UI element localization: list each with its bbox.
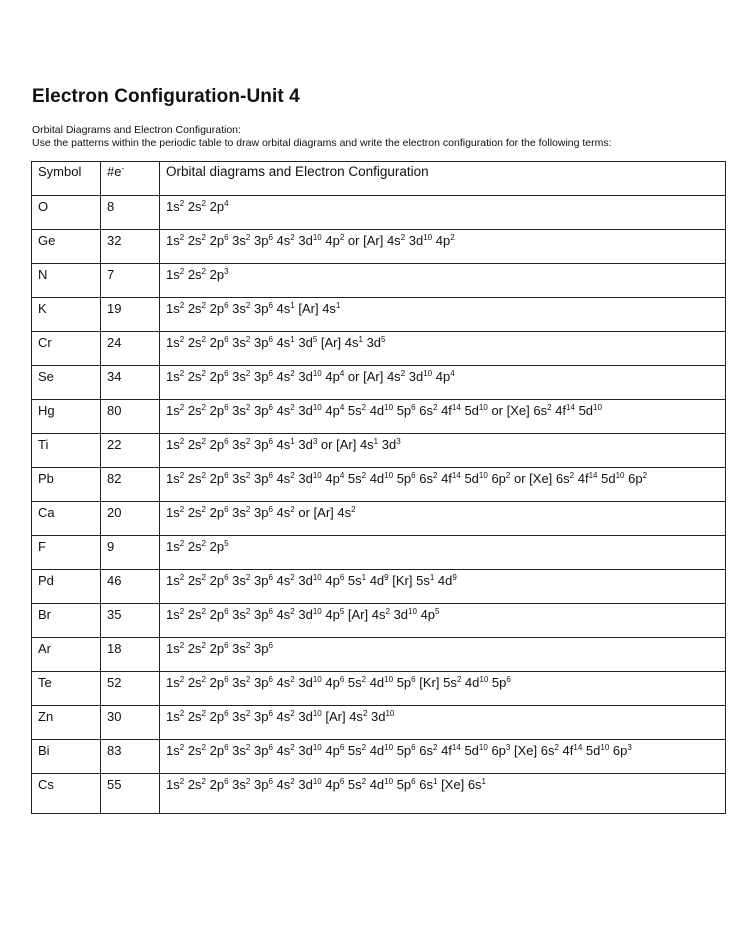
electron-count: 46 [101,570,160,604]
header-symbol: Symbol [32,162,101,196]
electron-configuration: $1s^2$ $2s^2$ $2p^6$ $3s^2$ $3p^6$ $4s^2$ $3d^{10}$ $4p^6$ $5s^2$ $4d^{10}$ $5p^6$ [Kr] $5s^2$ $4d^{10}$ $5p^6$ [160,672,726,706]
table-row [32,400,726,434]
header-electrons-sup: - [121,164,125,173]
element-symbol: Pb [32,468,101,502]
element-symbol: Ti [32,434,101,468]
table-header-row [32,162,726,196]
electron-count: 22 [101,434,160,468]
electron-count: 19 [101,298,160,332]
electron-configuration: $1s^2$ $2s^2$ $2p^6$ $3s^2$ $3p^6$ $4s^2$ $3d^{10}$ $4p^4$ $5s^2$ $4d^{10}$ $5p^6$ $6s^2$ $4f^{14}$ $5d^{10}$ $6p^2$ or [Xe] $6s^2$ $4f^{14}$ $5d^{10}$ $6p^2$ [160,468,726,502]
table-row [32,706,726,740]
electron-configuration: $1s^2$ $2s^2$ $2p^6$ $3s^2$ $3p^6$ $4s^1$ $3d^5$ [Ar] $4s^1$ $3d^5$ [160,332,726,366]
table-row [32,604,726,638]
element-symbol: Ge [32,230,101,264]
element-symbol: N [32,264,101,298]
electron-count: 18 [101,638,160,672]
table-row [32,774,726,814]
subtitle: Orbital Diagrams and Electron Configuration: [32,124,241,136]
electron-count: 82 [101,468,160,502]
element-symbol: O [32,196,101,230]
table-row [32,332,726,366]
electron-count: 34 [101,366,160,400]
electron-configuration: $1s^2$ $2s^2$ $2p^6$ $3s^2$ $3p^6$ $4s^2$ $3d^{10}$ $4p^4$ or [Ar] $4s^2$ $3d^{10}$ $4p^4$ [160,366,726,400]
electron-configuration: $1s^2$ $2s^2$ $2p^4$ [160,196,726,230]
element-symbol: Bi [32,740,101,774]
table-row [32,502,726,536]
electron-configuration: $1s^2$ $2s^2$ $2p^6$ $3s^2$ $3p^6$ $4s^2$ $3d^{10}$ [Ar] $4s^2$ $3d^{10}$ [160,706,726,740]
electron-count: 8 [101,196,160,230]
element-symbol: Hg [32,400,101,434]
instructions: Use the patterns within the periodic table to draw orbital diagrams and write the electron configuration for the following terms: [32,137,612,149]
electron-count: 9 [101,536,160,570]
element-symbol: Te [32,672,101,706]
table-row [32,672,726,706]
table-row [32,196,726,230]
element-symbol: Cr [32,332,101,366]
element-symbol: Se [32,366,101,400]
table-row [32,366,726,400]
element-symbol: Cs [32,774,101,814]
electron-count: 55 [101,774,160,814]
electron-count: 30 [101,706,160,740]
electron-count: 7 [101,264,160,298]
electron-count: 35 [101,604,160,638]
table-row [32,570,726,604]
electron-configuration: $1s^2$ $2s^2$ $2p^6$ $3s^2$ $3p^6$ [160,638,726,672]
electron-configuration: $1s^2$ $2s^2$ $2p^6$ $3s^2$ $3p^6$ $4s^2$ $3d^{10}$ $4p^6$ $5s^1$ $4d^9$ [Kr] $5s^1$ $4d^9$ [160,570,726,604]
table-row [32,468,726,502]
electron-configuration: $1s^2$ $2s^2$ $2p^6$ $3s^2$ $3p^6$ $4s^2$ $3d^{10}$ $4p^6$ $5s^2$ $4d^{10}$ $5p^6$ $6s^1$ [Xe] $6s^1$ [160,774,726,814]
element-symbol: Pd [32,570,101,604]
configuration-table [31,161,726,814]
electron-count: 20 [101,502,160,536]
electron-count: 32 [101,230,160,264]
electron-configuration: $1s^2$ $2s^2$ $2p^6$ $3s^2$ $3p^6$ $4s^2$ or [Ar] $4s^2$ [160,502,726,536]
electron-configuration: $1s^2$ $2s^2$ $2p^6$ $3s^2$ $3p^6$ $4s^2$ $3d^{10}$ $4p^4$ $5s^2$ $4d^{10}$ $5p^6$ $6s^2$ $4f^{14}$ $5d^{10}$ or [Xe] $6s^2$ $4f^{14}$ $5d^{10}$ [160,400,726,434]
table-row [32,434,726,468]
element-symbol: Zn [32,706,101,740]
page-title: Electron Configuration-Unit 4 [32,86,300,107]
element-symbol: K [32,298,101,332]
electron-configuration: $1s^2$ $2s^2$ $2p^6$ $3s^2$ $3p^6$ $4s^2$ $3d^{10}$ $4p^6$ $5s^2$ $4d^{10}$ $5p^6$ $6s^2$ $4f^{14}$ $5d^{10}$ $6p^3$ [Xe] $6s^2$ $4f^{14}$ $5d^{10}$ $6p^3$ [160,740,726,774]
table-row [32,298,726,332]
element-symbol: F [32,536,101,570]
electron-configuration: $1s^2$ $2s^2$ $2p^3$ [160,264,726,298]
element-symbol: Ar [32,638,101,672]
table-row [32,264,726,298]
electron-configuration: $1s^2$ $2s^2$ $2p^6$ $3s^2$ $3p^6$ $4s^2$ $3d^{10}$ $4p^2$ or [Ar] $4s^2$ $3d^{10}$ $4p^2$ [160,230,726,264]
table-row [32,536,726,570]
header-electrons [101,162,160,196]
electron-configuration: $1s^2$ $2s^2$ $2p^6$ $3s^2$ $3p^6$ $4s^1$ [Ar] $4s^1$ [160,298,726,332]
element-symbol: Ca [32,502,101,536]
table-row [32,638,726,672]
header-electrons-label: #e [107,164,122,179]
electron-configuration: $1s^2$ $2s^2$ $2p^5$ [160,536,726,570]
electron-count: 80 [101,400,160,434]
electron-configuration: $1s^2$ $2s^2$ $2p^6$ $3s^2$ $3p^6$ $4s^1$ $3d^3$ or [Ar] $4s^1$ $3d^3$ [160,434,726,468]
electron-configuration: $1s^2$ $2s^2$ $2p^6$ $3s^2$ $3p^6$ $4s^2$ $3d^{10}$ $4p^5$ [Ar] $4s^2$ $3d^{10}$ $4p^5$ [160,604,726,638]
table-row [32,230,726,264]
electron-count: 24 [101,332,160,366]
table-row [32,740,726,774]
electron-count: 83 [101,740,160,774]
element-symbol: Br [32,604,101,638]
electron-count: 52 [101,672,160,706]
header-config: Orbital diagrams and Electron Configuration [160,162,726,196]
